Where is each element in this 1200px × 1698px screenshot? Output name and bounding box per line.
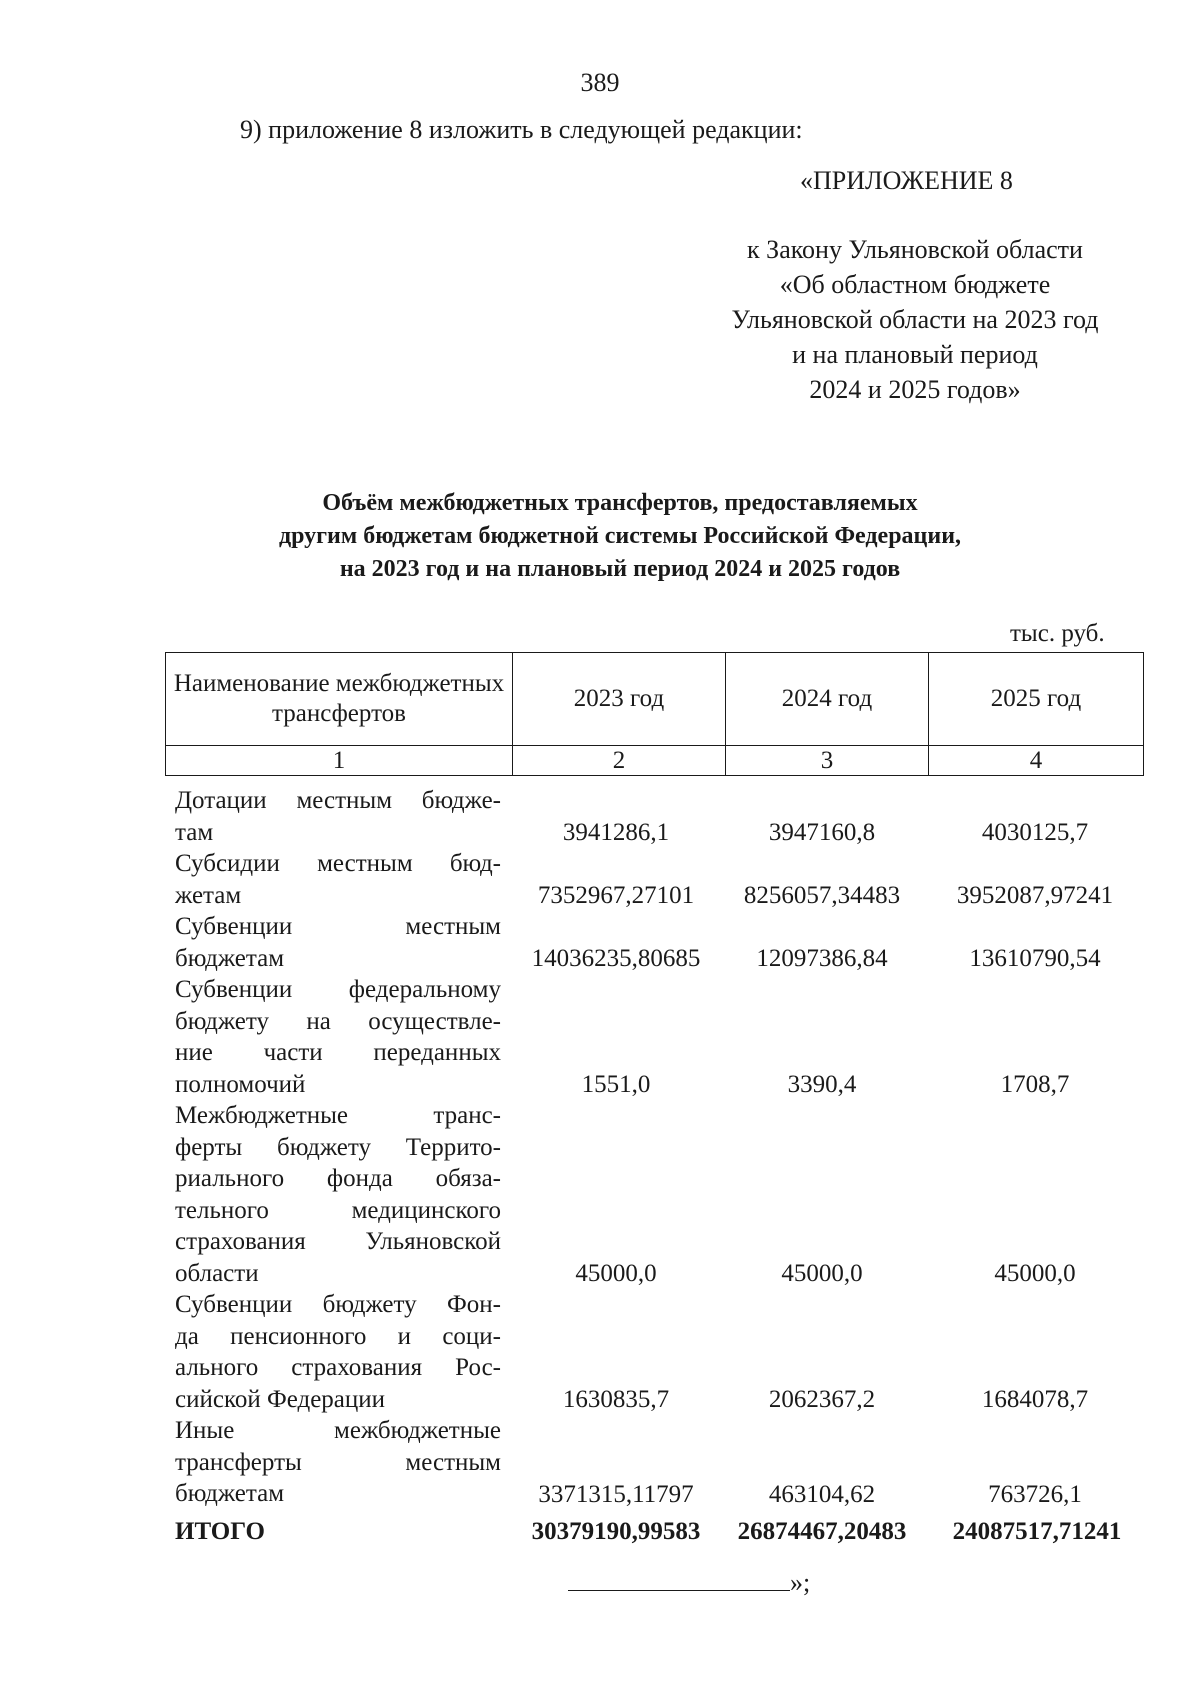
row-name xyxy=(175,785,501,848)
row-name-line: там xyxy=(175,818,214,846)
column-number: 4 xyxy=(929,746,1144,776)
total-2024: 26874467,20483 xyxy=(737,1518,907,1545)
closing-quote: »; xyxy=(790,1568,811,1597)
row-name-line: тельного медицинского xyxy=(175,1196,501,1224)
row-name-line: Межбюджетные транс- xyxy=(175,1102,501,1129)
value-2025: 13610790,54 xyxy=(969,944,1101,972)
value-2023: 45000,0 xyxy=(575,1259,657,1287)
table-row xyxy=(0,974,1200,1100)
value-2024: 2062367,2 xyxy=(768,1385,876,1413)
units-label: тыс. руб. xyxy=(1010,620,1105,647)
title-line: другим бюджетам бюджетной системы Российской Федерации, xyxy=(278,523,962,549)
value-2025: 1684078,7 xyxy=(981,1385,1089,1413)
header-row xyxy=(166,653,1144,746)
closing-mark xyxy=(568,1564,810,1598)
value-2024: 3390,4 xyxy=(787,1070,857,1098)
column-number-row xyxy=(166,746,1144,776)
value-2023: 1551,0 xyxy=(581,1070,651,1098)
header-2025: 2025 год xyxy=(929,653,1144,746)
value-2023: 7352967,27101 xyxy=(537,881,695,909)
value-2023: 3371315,11797 xyxy=(538,1480,694,1508)
header-name: Наименование межбюджетных трансфертов xyxy=(166,653,513,746)
column-number: 1 xyxy=(166,746,513,776)
value-2025: 4030125,7 xyxy=(981,818,1089,846)
title-line: на 2023 год и на плановый период 2024 и 2025 годов xyxy=(339,556,901,582)
closing-rule xyxy=(568,1564,790,1591)
row-name-line: области xyxy=(175,1259,259,1287)
law-reference-line: и на плановый период xyxy=(792,340,1038,369)
table-row xyxy=(0,848,1200,911)
value-2025: 3952087,97241 xyxy=(956,881,1114,909)
intro-paragraph: 9) приложение 8 изложить в следующей редакции: xyxy=(240,115,803,144)
table-row xyxy=(0,785,1200,848)
row-name-line: Субсидии местным бюд- xyxy=(175,850,501,877)
row-name-line: Субвенции бюджету Фон- xyxy=(175,1291,501,1318)
table-row xyxy=(0,1415,1200,1510)
row-name-line: сийской Федерации xyxy=(175,1385,386,1413)
row-name xyxy=(175,1100,501,1289)
law-reference-line: к Закону Ульяновской области xyxy=(747,235,1083,264)
table-header xyxy=(165,652,1144,776)
row-name xyxy=(175,911,501,974)
row-name xyxy=(175,1289,501,1415)
law-reference-line: 2024 и 2025 годов» xyxy=(809,375,1021,404)
row-name-line: ние части переданных xyxy=(175,1039,501,1066)
value-2024: 12097386,84 xyxy=(756,944,888,972)
value-2024: 45000,0 xyxy=(781,1259,863,1287)
law-reference-line: «Об областном бюджете xyxy=(779,270,1051,299)
row-name-line: жетам xyxy=(175,881,242,909)
row-name-line: бюджету на осуществле- xyxy=(175,1007,501,1035)
row-name-line: Субвенции местным xyxy=(175,913,501,940)
row-name-line: Иные межбюджетные xyxy=(175,1417,501,1444)
value-2025: 45000,0 xyxy=(994,1259,1076,1287)
row-name-line: Дотации местным бюдже- xyxy=(175,787,501,814)
header-2023: 2023 год xyxy=(513,653,726,746)
page-number: 389 xyxy=(580,68,620,97)
value-2024: 3947160,8 xyxy=(768,818,876,846)
appendix-title: «ПРИЛОЖЕНИЕ 8 xyxy=(800,166,1013,195)
row-name-line: риального фонда обяза- xyxy=(175,1165,501,1192)
column-number: 3 xyxy=(726,746,929,776)
row-name xyxy=(175,974,501,1100)
row-name-line: да пенсионного и соци- xyxy=(175,1322,501,1350)
document-title xyxy=(210,487,1030,586)
law-reference-line: Ульяновской области на 2023 год xyxy=(731,305,1099,334)
law-reference xyxy=(690,232,1140,407)
value-2023: 1630835,7 xyxy=(562,1385,670,1413)
total-2025: 24087517,71241 xyxy=(952,1518,1122,1545)
row-name-line: Субвенции федеральному xyxy=(175,976,501,1003)
title-line: Объём межбюджетных трансфертов, предоставляемых xyxy=(322,490,918,516)
row-name-line: трансферты местным xyxy=(175,1448,501,1476)
row-name-line: ферты бюджету Террито- xyxy=(175,1133,501,1161)
value-2024: 463104,62 xyxy=(768,1480,876,1508)
value-2024: 8256057,34483 xyxy=(743,881,901,909)
row-name-line: страхования Ульяновской xyxy=(175,1228,501,1255)
column-number: 2 xyxy=(513,746,726,776)
value-2023: 14036235,80685 xyxy=(531,944,701,972)
table-row xyxy=(0,1100,1200,1289)
row-name xyxy=(175,1415,501,1510)
row-name-line: полномочий xyxy=(175,1070,306,1098)
value-2023: 3941286,1 xyxy=(562,818,670,846)
row-name xyxy=(175,848,501,911)
total-label: ИТОГО xyxy=(175,1518,265,1545)
table-row xyxy=(0,911,1200,974)
row-name-line: бюджетам xyxy=(175,1480,285,1507)
table-row xyxy=(0,1289,1200,1415)
total-2023: 30379190,99583 xyxy=(531,1518,701,1545)
value-2025: 763726,1 xyxy=(988,1480,1082,1508)
row-name-line: бюджетам xyxy=(175,944,285,972)
row-name-line: ального страхования Рос- xyxy=(175,1354,501,1381)
header-2024: 2024 год xyxy=(726,653,929,746)
value-2025: 1708,7 xyxy=(1000,1070,1070,1098)
